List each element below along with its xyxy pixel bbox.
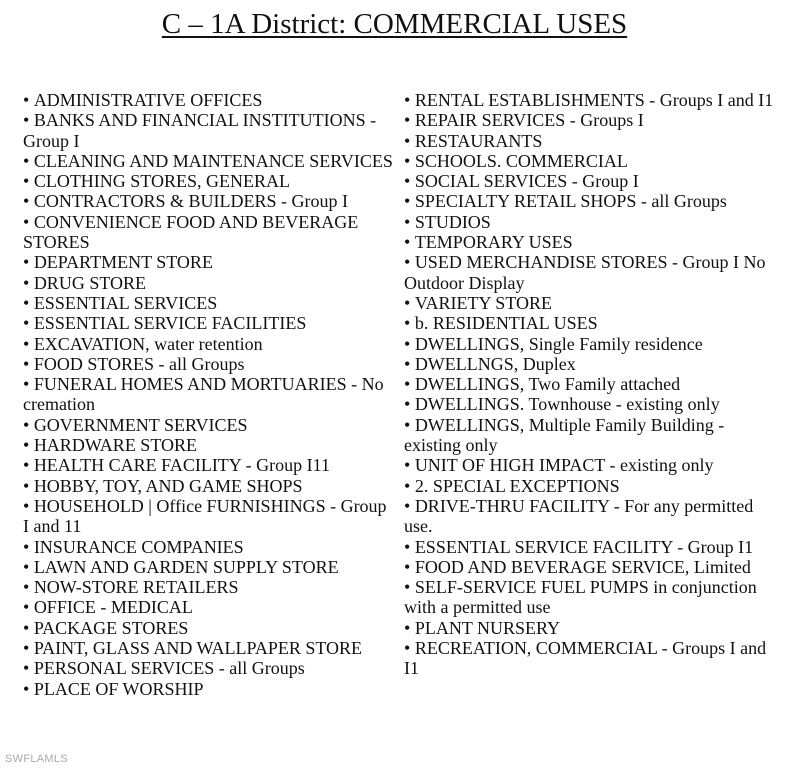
list-item: • GOVERNMENT SERVICES [23, 415, 395, 435]
list-item: • DWELLINGS. Townhouse - existing only [404, 394, 784, 414]
left-column-list [23, 90, 395, 699]
list-item: • REPAIR SERVICES - Groups I [404, 110, 784, 130]
list-item: • RESTAURANTS [404, 131, 784, 151]
list-item: • FOOD STORES - all Groups [23, 354, 395, 374]
right-column-list [404, 90, 784, 679]
list-item: • CLEANING AND MAINTENANCE SERVICES [23, 151, 395, 171]
list-item: • DRIVE-THRU FACILITY - For any permitted use. [404, 496, 784, 537]
list-item: • PERSONAL SERVICES - all Groups [23, 658, 395, 678]
list-item: • UNIT OF HIGH IMPACT - existing only [404, 455, 784, 475]
list-item: • PACKAGE STORES [23, 618, 395, 638]
list-item: • PLACE OF WORSHIP [23, 679, 395, 699]
list-item: • CONTRACTORS & BUILDERS - Group I [23, 191, 395, 211]
list-item: • FOOD AND BEVERAGE SERVICE, Limited [404, 557, 784, 577]
list-item: • ESSENTIAL SERVICES [23, 293, 395, 313]
list-item: • DEPARTMENT STORE [23, 252, 395, 272]
document-title: C – 1A District: COMMERCIAL USES [161, 8, 628, 40]
list-item: • DWELLINGS, Two Family attached [404, 374, 784, 394]
list-item: • ADMINISTRATIVE OFFICES [23, 90, 395, 110]
list-item: • HARDWARE STORE [23, 435, 395, 455]
list-item: • INSURANCE COMPANIES [23, 537, 395, 557]
list-item: • HOBBY, TOY, AND GAME SHOPS [23, 476, 395, 496]
list-item: • RENTAL ESTABLISHMENTS - Groups I and I1 [404, 90, 784, 110]
list-item: • ESSENTIAL SERVICE FACILITY - Group I1 [404, 537, 784, 557]
list-item: • DWELLINGS, Single Family residence [404, 334, 784, 354]
list-item: • DWELLNGS, Duplex [404, 354, 784, 374]
watermark-label: SWFLAMLS [5, 753, 68, 765]
list-item: • CLOTHING STORES, GENERAL [23, 171, 395, 191]
list-item: • CONVENIENCE FOOD AND BEVERAGE STORES [23, 212, 395, 253]
list-item: • EXCAVATION, water retention [23, 334, 395, 354]
list-item: • LAWN AND GARDEN SUPPLY STORE [23, 557, 395, 577]
list-item: • VARIETY STORE [404, 293, 784, 313]
list-item: • SELF-SERVICE FUEL PUMPS in conjunction with a permitted use [404, 577, 784, 618]
list-item: • BANKS AND FINANCIAL INSTITUTIONS - Group I [23, 110, 395, 151]
list-item: • HEALTH CARE FACILITY - Group I11 [23, 455, 395, 475]
list-item: • FUNERAL HOMES AND MORTUARIES - No cremation [23, 374, 395, 415]
list-item: • NOW-STORE RETAILERS [23, 577, 395, 597]
list-item: • ESSENTIAL SERVICE FACILITIES [23, 313, 395, 333]
list-item: • RECREATION, COMMERCIAL - Groups I and I1 [404, 638, 784, 679]
list-item: • 2. SPECIAL EXCEPTIONS [404, 476, 784, 496]
list-item: • OFFICE - MEDICAL [23, 597, 395, 617]
list-item: • USED MERCHANDISE STORES - Group I No Outdoor Display [404, 252, 784, 293]
list-item: • DWELLINGS, Multiple Family Building - existing only [404, 415, 784, 456]
list-item: • SPECIALTY RETAIL SHOPS - all Groups [404, 191, 784, 211]
list-item: • PLANT NURSERY [404, 618, 784, 638]
list-item: • STUDIOS [404, 212, 784, 232]
list-item: • SCHOOLS. COMMERCIAL [404, 151, 784, 171]
list-item: • TEMPORARY USES [404, 232, 784, 252]
list-item: • SOCIAL SERVICES - Group I [404, 171, 784, 191]
list-item: • b. RESIDENTIAL USES [404, 313, 784, 333]
list-item: • HOUSEHOLD | Office FURNISHINGS - Group I and 11 [23, 496, 395, 537]
list-item: • DRUG STORE [23, 273, 395, 293]
list-item: • PAINT, GLASS AND WALLPAPER STORE [23, 638, 395, 658]
